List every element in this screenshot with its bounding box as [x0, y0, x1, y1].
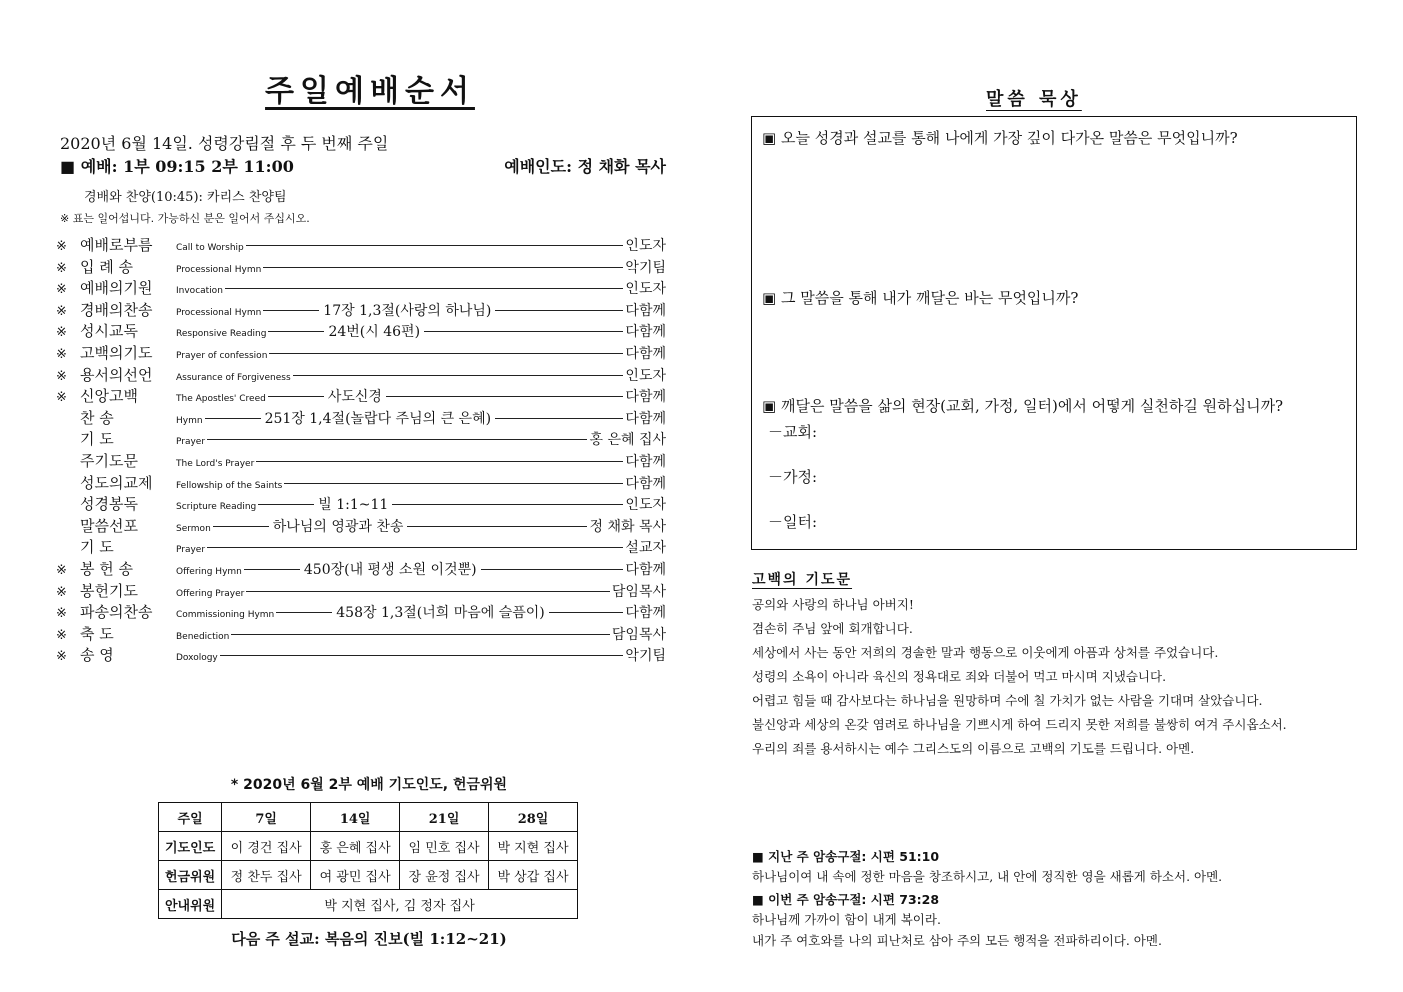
stand-mark: ※ — [56, 282, 67, 298]
order-english-name: Benediction — [176, 631, 230, 642]
order-korean-name: 봉 헌 송 — [80, 559, 134, 578]
order-english-name: Scripture Reading — [176, 502, 257, 513]
order-leader: 다함께 — [625, 302, 666, 319]
next-sermon: 다음 주 설교: 복음의 진보(빌 1:12~21) — [231, 930, 507, 948]
order-leader: 다함께 — [625, 410, 666, 427]
order-detail: 사도신경 — [327, 389, 382, 406]
prayer-line: 우리의 죄를 용서하시는 예수 그리스도의 이름으로 고백의 기도를 드립니다. 아멘. — [752, 741, 1195, 756]
meditation-title: 말씀 묵상 — [986, 89, 1082, 110]
order-english-name: Doxology — [176, 653, 218, 664]
leader-line — [495, 310, 623, 311]
column-header: 주일 — [159, 803, 222, 832]
order-korean-name: 축 도 — [80, 624, 114, 643]
stand-mark: ※ — [56, 303, 67, 319]
order-english-name: Offering Hymn — [176, 566, 242, 577]
checkbox-square-icon: ▣ — [762, 397, 777, 415]
order-item — [56, 385, 666, 407]
table-row — [159, 890, 578, 919]
question-1 — [762, 127, 1238, 148]
column-header: 14일 — [311, 803, 400, 832]
order-detail: 251장 1,4절(놀랍다 주님의 큰 은혜) — [264, 410, 492, 427]
stand-mark: ※ — [56, 649, 67, 665]
this-week-verse-2: 내가 주 여호와를 나의 피난처로 삼아 주의 모든 행적을 전파하리이다. 아멘. — [752, 933, 1162, 948]
order-korean-name: 성시교독 — [80, 322, 138, 341]
table-cell: 정 찬두 집사 — [222, 861, 311, 890]
this-week-verse-label: ■ 이번 주 암송구절: 시편 73:28 — [752, 892, 940, 907]
order-korean-name: 성도의교제 — [80, 473, 153, 492]
order-korean-name: 예배로부름 — [80, 236, 153, 254]
table-cell: 장 윤정 집사 — [400, 861, 489, 890]
stand-mark: ※ — [56, 368, 67, 384]
table-cell: 임 민호 집사 — [400, 832, 489, 861]
date-line: 2020년 6월 14일. 성령강림절 후 두 번째 주일 — [60, 134, 389, 153]
order-english-name: The Lord's Prayer — [176, 458, 255, 469]
order-item — [56, 450, 666, 472]
question-3 — [762, 395, 1283, 416]
order-item — [56, 364, 666, 386]
order-detail: 17장 1,3절(사랑의 하나님) — [323, 302, 492, 319]
order-item — [56, 342, 666, 364]
order-english-name: Prayer — [176, 545, 206, 556]
order-korean-name: 송 영 — [80, 646, 114, 665]
prayer-line: 성령의 소욕이 아니라 육신의 정욕대로 죄와 더불어 먹고 마시며 지냈습니다. — [752, 669, 1167, 684]
order-english-name: Hymn — [176, 415, 203, 426]
order-item — [56, 472, 666, 494]
table-header-row — [159, 803, 578, 832]
checkbox-square-icon: ▣ — [762, 289, 777, 307]
order-leader: 다함께 — [625, 561, 666, 578]
this-week-verse-1: 하나님께 가까이 함이 내게 복이라. — [752, 912, 941, 927]
order-item — [56, 428, 666, 450]
order-leader: 다함께 — [625, 345, 666, 362]
order-leader: 다함께 — [625, 605, 666, 622]
order-item — [56, 234, 666, 256]
order-item — [56, 277, 666, 299]
order-item — [56, 320, 666, 342]
usher-names: 박 지현 집사, 김 정자 집사 — [222, 890, 578, 919]
schedule-table — [158, 802, 578, 919]
prayer-line: 겸손히 주님 앞에 회개합니다. — [752, 621, 913, 636]
stand-mark: ※ — [56, 562, 67, 578]
prayer-line: 불신앙과 세상의 온갖 염려로 하나님을 기쁘시게 하여 드리지 못한 저희를 불쌍히 여겨 주시옵소서. — [752, 717, 1287, 732]
leader-line — [205, 418, 261, 419]
meditation-box — [751, 116, 1357, 550]
order-leader: 인도자 — [625, 238, 666, 254]
leader-line — [231, 634, 610, 635]
order-item — [56, 536, 666, 558]
leader-line — [256, 461, 623, 462]
row-label: 기도인도 — [159, 832, 222, 861]
order-korean-name: 주기도문 — [80, 451, 138, 470]
leader-line — [263, 310, 319, 311]
order-leader: 설교자 — [625, 540, 666, 557]
schedule-title: * 2020년 6월 2부 예배 기도인도, 헌금위원 — [230, 777, 508, 793]
order-korean-name: 경배의찬송 — [80, 300, 153, 319]
order-english-name: Invocation — [176, 286, 223, 297]
question-2 — [762, 287, 1078, 308]
order-english-name: Processional Hymn — [176, 307, 262, 318]
table-cell: 박 상갑 집사 — [489, 861, 578, 890]
leader-line — [213, 526, 269, 527]
leader-line — [495, 418, 623, 419]
column-header: 21일 — [400, 803, 489, 832]
stand-note: ※ 표는 일어섭니다. 가능하신 분은 일어서 주십시오. — [60, 212, 310, 225]
leader-line — [284, 483, 623, 484]
leader-line — [268, 396, 324, 397]
stand-mark: ※ — [56, 239, 67, 254]
stand-mark: ※ — [56, 606, 67, 622]
order-item — [56, 493, 666, 515]
order-leader: 악기팀 — [625, 648, 666, 665]
stand-mark: ※ — [56, 584, 67, 600]
table-row — [159, 861, 578, 890]
leader-line — [220, 655, 624, 656]
order-item — [56, 601, 666, 623]
order-item — [56, 299, 666, 321]
order-detail: 458장 1,3절(너희 마음에 슬픔이) — [336, 605, 545, 622]
question-text: 깨달은 말씀을 삶의 현장(교회, 가정, 일터)에서 어떻게 실천하길 원하십니까? — [780, 397, 1284, 415]
leader-line — [407, 526, 587, 527]
order-korean-name: 고백의기도 — [80, 343, 153, 362]
order-korean-name: 성경봉독 — [80, 495, 138, 514]
table-cell: 이 경건 집사 — [222, 832, 311, 861]
confession-title: 고백의 기도문 — [752, 572, 853, 588]
stand-mark: ※ — [56, 325, 67, 341]
order-english-name: Responsive Reading — [176, 329, 267, 340]
order-leader: 인도자 — [625, 281, 666, 298]
confession-prayer — [752, 593, 1382, 761]
order-korean-name: 기 도 — [80, 538, 114, 557]
stand-mark: ※ — [56, 346, 67, 362]
order-leader: 다함께 — [625, 389, 666, 406]
leader-line — [263, 267, 623, 268]
last-week-verse: 하나님이여 내 속에 정한 마음을 창조하시고, 내 안에 정직한 영을 새롭게 하소서. 아멘. — [752, 869, 1223, 884]
last-week-verse-label: ■ 지난 주 암송구절: 시편 51:10 — [752, 849, 940, 864]
order-korean-name: 예배의기원 — [80, 279, 153, 298]
order-korean-name: 용서의선언 — [80, 365, 153, 384]
leader-line — [481, 569, 624, 570]
order-korean-name: 말씀선포 — [80, 516, 138, 535]
order-detail: 빌 1:1~11 — [318, 497, 389, 514]
order-korean-name: 입 례 송 — [80, 257, 134, 276]
order-leader: 다함께 — [625, 324, 666, 341]
stand-mark: ※ — [56, 260, 67, 276]
leader-line — [293, 375, 624, 376]
order-item — [56, 256, 666, 278]
order-english-name: Assurance of Forgiveness — [176, 372, 291, 383]
order-leader: 정 채화 목사 — [589, 518, 666, 535]
order-leader: 다함께 — [625, 453, 666, 470]
leader-line — [549, 612, 624, 613]
answer-work: －일터: — [768, 513, 818, 531]
leader-line — [276, 612, 332, 613]
order-leader: 인도자 — [625, 367, 666, 384]
leader-line — [268, 331, 324, 332]
order-detail: 450장(내 평생 소원 이것뿐) — [303, 561, 477, 578]
leader-line — [246, 591, 610, 592]
order-item — [56, 407, 666, 429]
checkbox-square-icon: ▣ — [762, 129, 777, 147]
praise-line: 경배와 찬양(10:45): 카리스 찬양팀 — [84, 190, 287, 205]
leader-line — [392, 504, 623, 505]
leader-line — [424, 331, 623, 332]
order-detail: 하나님의 영광과 찬송 — [272, 518, 404, 535]
order-english-name: Offering Prayer — [176, 588, 245, 599]
order-english-name: The Apostles' Creed — [176, 394, 266, 405]
stand-mark: ※ — [56, 627, 67, 643]
stand-mark: ※ — [56, 390, 67, 406]
table-cell: 여 광민 집사 — [311, 861, 400, 890]
order-leader: 다함께 — [625, 475, 666, 492]
leader-line — [269, 353, 623, 354]
order-detail: 24번(시 46편) — [328, 324, 421, 341]
order-english-name: Fellowship of the Saints — [176, 480, 283, 491]
order-korean-name: 신앙고백 — [80, 387, 138, 406]
leader-line — [207, 439, 587, 440]
order-english-name: Prayer of confession — [176, 350, 268, 361]
table-cell: 박 지현 집사 — [489, 832, 578, 861]
question-text: 오늘 성경과 설교를 통해 나에게 가장 깊이 다가온 말씀은 무엇입니까? — [780, 129, 1238, 147]
answer-home: －가정: — [768, 468, 818, 486]
leader-line — [244, 569, 300, 570]
service-times: ■ 예배: 1부 09:15 2부 11:00 — [60, 157, 294, 176]
order-english-name: Prayer — [176, 437, 206, 448]
order-english-name: Sermon — [176, 523, 211, 534]
table-row — [159, 832, 578, 861]
service-times-row — [60, 154, 666, 177]
order-leader: 담임목사 — [611, 626, 666, 643]
order-korean-name: 기 도 — [80, 430, 114, 449]
order-korean-name: 찬 송 — [80, 408, 114, 427]
order-korean-name: 파송의찬송 — [80, 603, 153, 622]
order-leader: 악기팀 — [625, 259, 666, 276]
prayer-line: 공의와 사랑의 하나님 아버지! — [752, 597, 914, 612]
order-korean-name: 봉헌기도 — [80, 581, 138, 600]
prayer-line: 어렵고 힘들 때 감사보다는 하나님을 원망하며 수에 칠 가치가 없는 사람을 기대며 살았습니다. — [752, 693, 1263, 708]
order-item — [56, 515, 666, 537]
leader-line — [207, 547, 623, 548]
leader-line — [258, 504, 314, 505]
order-leader: 담임목사 — [611, 583, 666, 600]
leader-line — [386, 396, 623, 397]
row-label: 안내위원 — [159, 890, 222, 919]
order-english-name: Call to Worship — [176, 243, 244, 253]
leader-line — [246, 245, 624, 246]
order-item — [56, 580, 666, 602]
order-leader: 인도자 — [625, 497, 666, 514]
row-label: 헌금위원 — [159, 861, 222, 890]
question-text: 그 말씀을 통해 내가 깨달은 바는 무엇입니까? — [780, 289, 1079, 307]
order-of-worship — [56, 234, 666, 666]
table-cell: 홍 은혜 집사 — [311, 832, 400, 861]
order-english-name: Commissioning Hymn — [176, 610, 275, 621]
page-title: 주일예배순서 — [265, 74, 475, 109]
prayer-line: 세상에서 사는 동안 저희의 경솔한 말과 행동으로 이웃에게 아픔과 상처를 주었습니다. — [752, 645, 1219, 660]
order-item — [56, 558, 666, 580]
column-header: 7일 — [222, 803, 311, 832]
answer-church: －교회: — [768, 423, 818, 441]
order-english-name: Processional Hymn — [176, 264, 262, 275]
order-item — [56, 623, 666, 645]
order-item — [56, 644, 666, 666]
column-header: 28일 — [489, 803, 578, 832]
order-leader: 홍 은혜 집사 — [589, 432, 666, 449]
leader-line — [225, 288, 624, 289]
worship-leader: 예배인도: 정 채화 목사 — [504, 157, 666, 176]
